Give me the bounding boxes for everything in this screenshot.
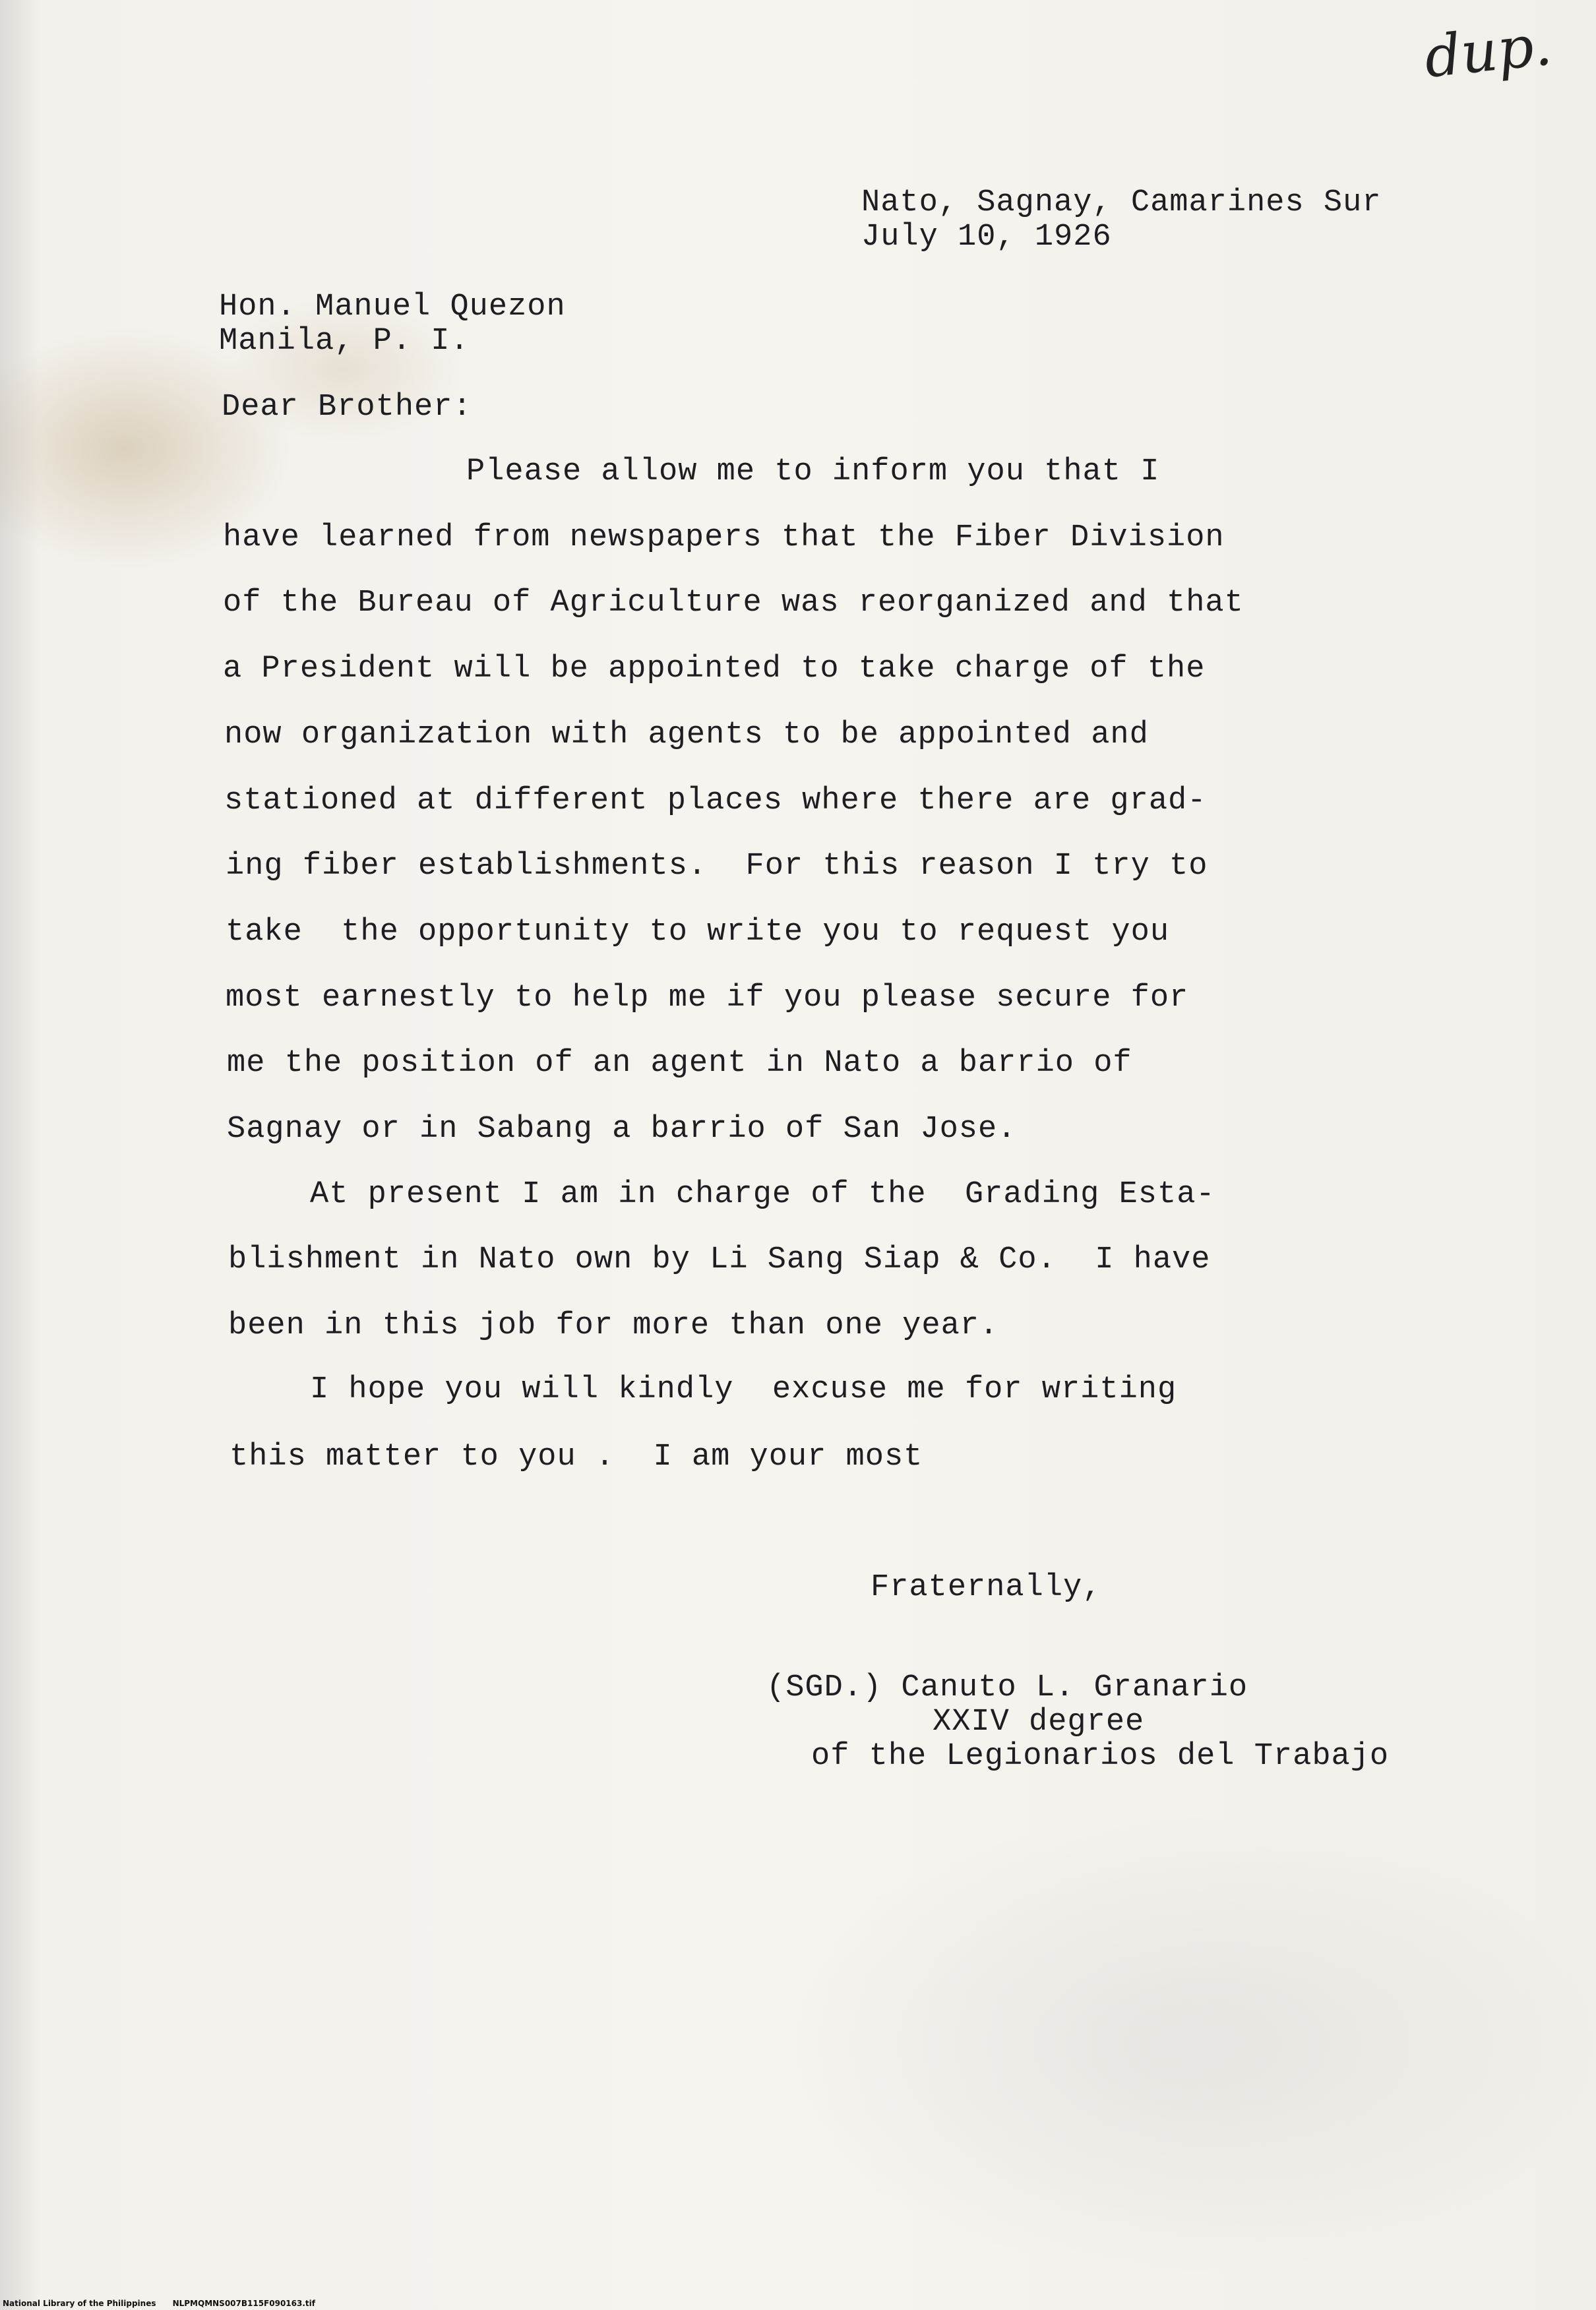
body-line: Sagnay or in Sabang a barrio of San Jose. <box>227 1112 1017 1147</box>
body-line: stationed at different places where there are grad- <box>224 783 1207 818</box>
body-line: blishment in Nato own by Li Sang Siap & Co. I have <box>228 1242 1211 1277</box>
signature-organization: of the Legionarios del Trabajo <box>811 1739 1390 1774</box>
archive-footer <box>3 2299 315 2308</box>
letter-place: Nato, Sagnay, Camarines Sur <box>861 185 1382 220</box>
body-line: most earnestly to help me if you please secure for <box>226 981 1189 1016</box>
signature-title: XXIV degree <box>933 1705 1145 1740</box>
body-line: I hope you will kindly excuse me for writing <box>310 1372 1177 1407</box>
recipient-name: Hon. Manuel Quezon <box>219 289 566 324</box>
closing: Fraternally, <box>871 1570 1102 1605</box>
body-line: ing fiber establishments. For this reason I try to <box>226 849 1208 884</box>
body-line: have learned from newspapers that the Fiber Division <box>223 520 1225 555</box>
body-line: Please allow me to inform you that I <box>466 454 1160 489</box>
body-line: been in this job for more than one year. <box>228 1308 999 1343</box>
body-line: take the opportunity to write you to request you <box>226 915 1170 950</box>
body-line: now organization with agents to be appointed and <box>224 717 1149 752</box>
file-id: NLPMQMNS007B115F090163.tif <box>172 2299 315 2308</box>
letter-date: July 10, 1926 <box>861 220 1112 255</box>
body-line: me the position of an agent in Nato a barrio of <box>227 1046 1132 1081</box>
body-line: this matter to you . I am your most <box>230 1440 923 1474</box>
salutation: Dear Brother: <box>222 390 472 425</box>
recipient-city: Manila, P. I. <box>219 324 470 359</box>
archive-name: National Library of the Philippines <box>3 2299 156 2308</box>
body-line: At present I am in charge of the Grading Esta- <box>310 1177 1215 1212</box>
handwritten-annotation: dup. <box>1421 12 1555 91</box>
body-line: a President will be appointed to take charge of the <box>223 652 1206 686</box>
body-line: of the Bureau of Agriculture was reorganized and that <box>223 586 1244 621</box>
signature: (SGD.) Canuto L. Granario <box>766 1670 1248 1705</box>
